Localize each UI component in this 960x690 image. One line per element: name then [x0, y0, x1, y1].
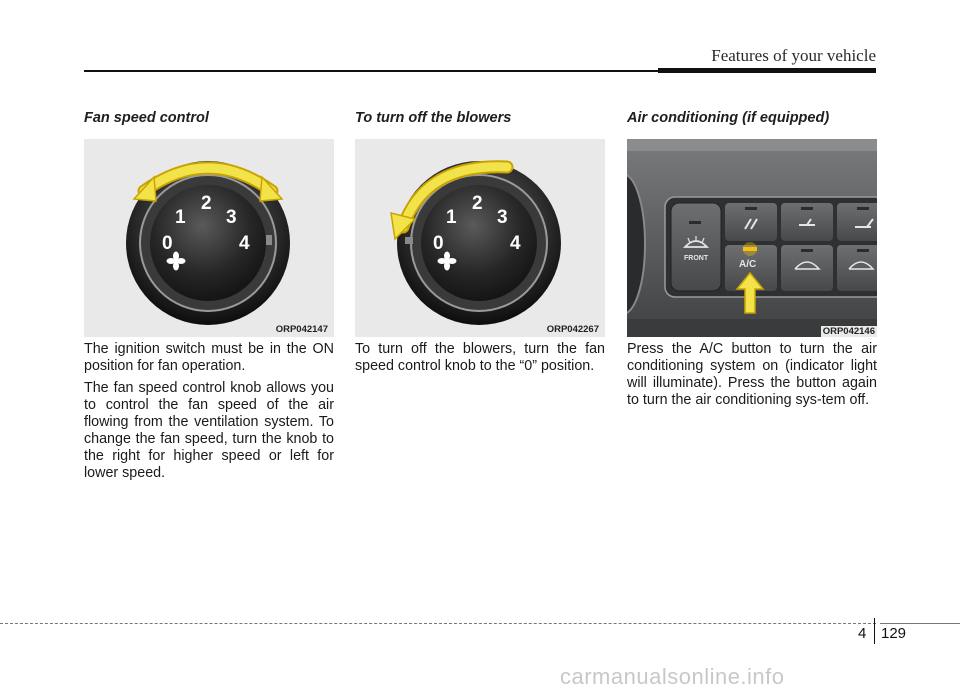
page-chapter: 4	[858, 625, 867, 642]
figure-blowers-off-knob	[355, 139, 605, 337]
knob-label: 1	[446, 207, 457, 228]
paragraph: The fan speed control knob allows you to control the fan speed of the air flowing from the ventilation system. To change the fan speed, turn the knob to the right for higher speed or left for lower speed.	[84, 380, 334, 481]
figure-code: ORP042147	[275, 324, 328, 335]
page-number: 129	[881, 625, 907, 642]
knob-label: 2	[201, 193, 212, 214]
header-title: Features of your vehicle	[711, 46, 876, 65]
section-title-blowers-off: To turn off the blowers	[355, 110, 512, 126]
knob-label: 2	[472, 193, 483, 214]
knob-indicator-mark	[405, 237, 413, 244]
figure-fan-speed-knob	[84, 139, 334, 337]
knob-indicator-mark	[266, 235, 272, 245]
figure-ac-panel	[627, 139, 877, 337]
knob-label: 3	[226, 207, 237, 228]
ac-label: A/C	[739, 259, 757, 270]
body-text-air-conditioning	[627, 341, 877, 414]
figure-code: ORP042146	[822, 326, 875, 337]
knob-label: 1	[175, 207, 186, 228]
page-separator	[874, 618, 875, 644]
knob-label: 4	[239, 233, 250, 254]
footer-rule-right	[880, 623, 960, 624]
watermark: carmanualsonline.info	[560, 664, 785, 689]
section-title-fan-speed: Fan speed control	[84, 110, 209, 126]
knob-label: 0	[162, 233, 173, 254]
ac-panel-illustration	[627, 139, 877, 337]
knob-label: 0	[433, 233, 444, 254]
body-text-fan-speed	[84, 341, 334, 487]
header-rule	[84, 70, 658, 72]
knob-label: 4	[510, 233, 521, 254]
figure-code: ORP042267	[546, 324, 599, 335]
footer-rule	[0, 623, 876, 624]
paragraph: To turn off the blowers, turn the fan speed control knob to the “0” position.	[355, 341, 605, 374]
header-rule-accent	[658, 68, 876, 73]
front-label: FRONT	[684, 255, 709, 262]
paragraph: The ignition switch must be in the ON position for fan operation.	[84, 341, 334, 374]
section-title-air-conditioning: Air conditioning (if equipped)	[627, 110, 830, 126]
paragraph: Press the A/C button to turn the air conditioning system on (indicator light will illuminate). Press the button again to turn the air conditioning sys-tem off.	[627, 341, 877, 408]
fan-knob-illustration	[84, 139, 334, 337]
body-text-blowers-off	[355, 341, 605, 380]
knob-label: 3	[497, 207, 508, 228]
fan-knob-illustration	[355, 139, 605, 337]
